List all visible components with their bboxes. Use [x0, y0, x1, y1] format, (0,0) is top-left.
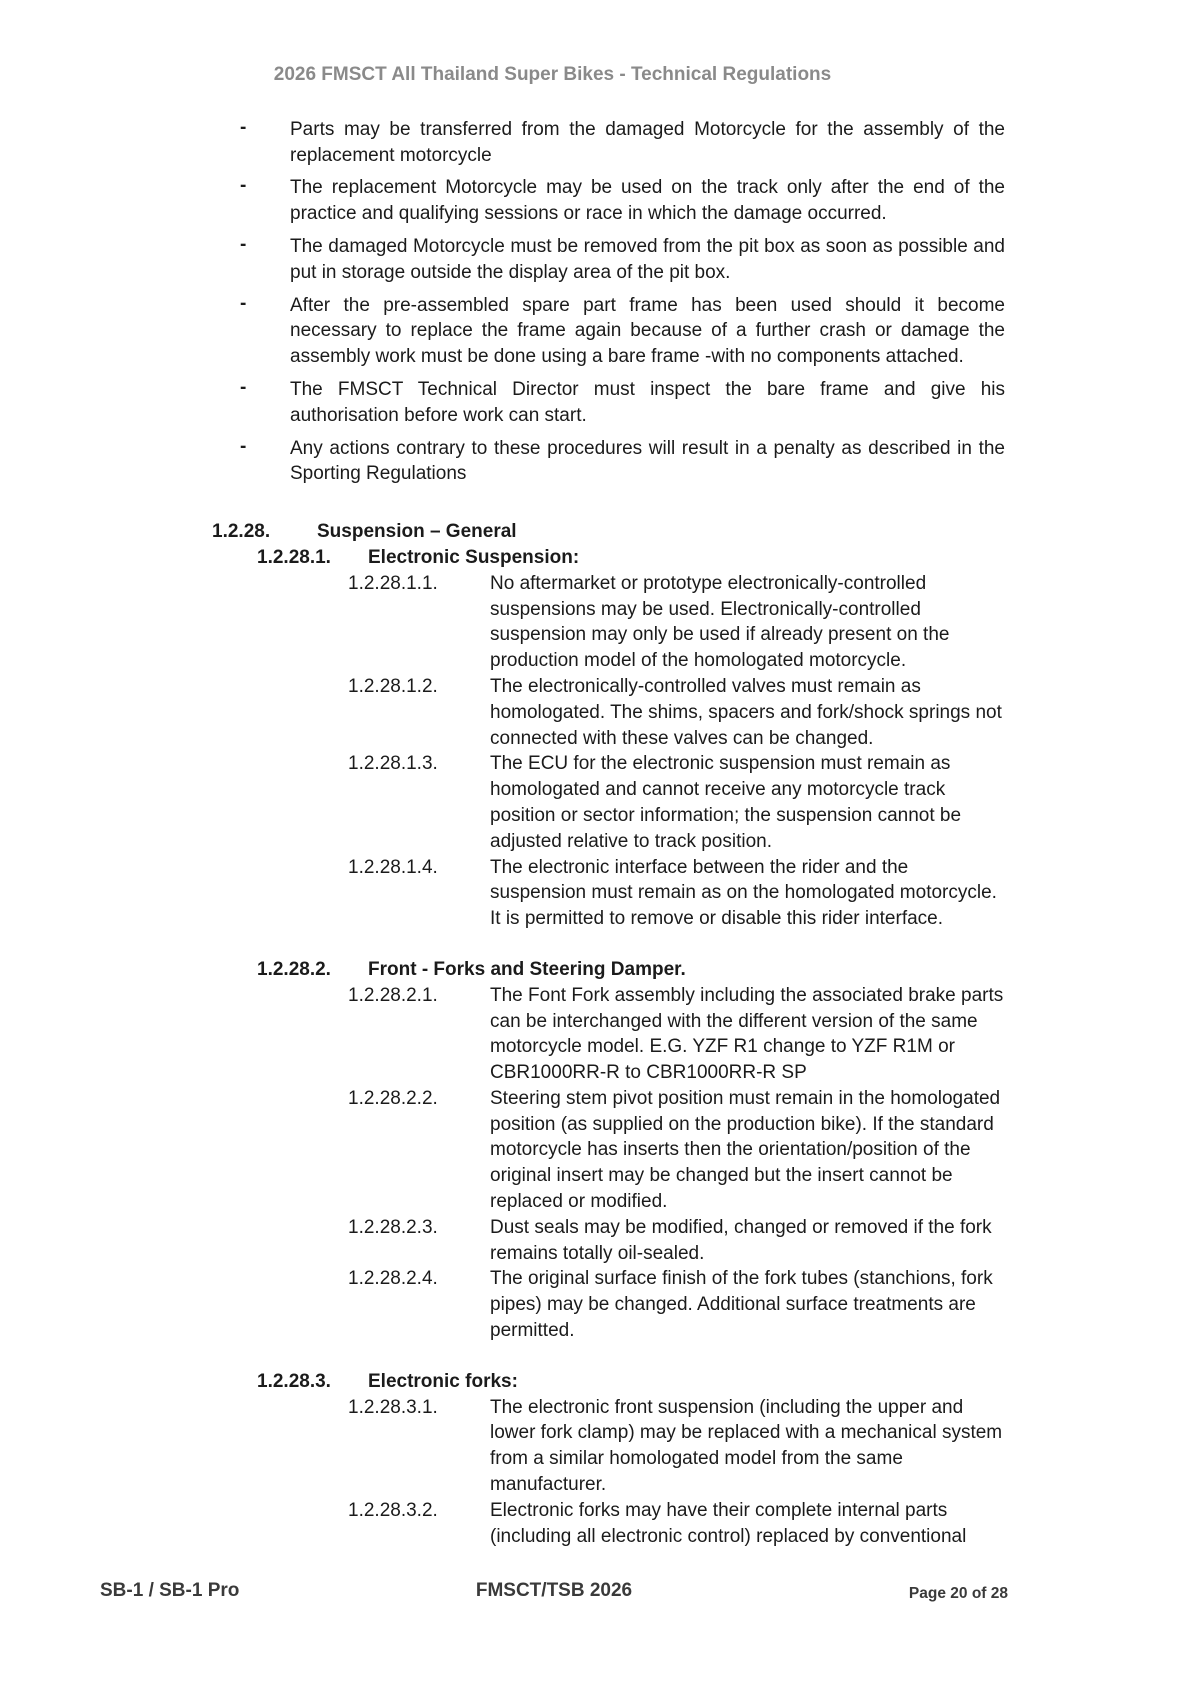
subsection-title: Electronic Suspension:	[368, 546, 580, 568]
bullet-dash-icon: -	[240, 435, 247, 457]
subsection-front-forks	[100, 957, 1009, 1344]
footer-page-number: Page 20 of 28	[908, 1585, 1008, 1602]
item-text: The electronic front suspension (including the upper and lower fork clamp) may be replaced with a mechanical system from a similar homologated model from the same manufacturer.	[490, 1396, 1008, 1496]
bullet-dash-icon: -	[240, 116, 247, 138]
regulation-item	[100, 674, 1008, 751]
item-text: No aftermarket or prototype electronically-controlled suspensions may be used. Electronically-controlled suspension may only be used if already present on the production model of the homologated motorcycle.	[490, 572, 955, 672]
item-number: 1.2.28.1.3.	[348, 753, 438, 775]
bullet-text: After the pre-assembled spare part frame has been used should it become necessary to replace the frame again because of a further crash or damage the assembly work must be done using a bare frame -with no components attached.	[290, 294, 1005, 368]
item-number: 1.2.28.1.2.	[348, 675, 438, 697]
subsection-title: Electronic forks:	[368, 1370, 518, 1392]
bullet-dash-icon: -	[240, 376, 247, 398]
regulation-item	[100, 1395, 1008, 1498]
list-item	[240, 175, 1005, 227]
subsection-electronic-forks	[100, 1369, 1008, 1550]
item-text: The ECU for the electronic suspension must remain as homologated and cannot receive any motorcycle track position or sector information; the suspension cannot be adjusted relative to track position.	[490, 753, 967, 852]
item-number: 1.2.28.1.4.	[348, 856, 438, 878]
bullet-text: The replacement Motorcycle may be used on the track only after the end of the practice and qualifying sessions or race in which the damage occurred.	[290, 177, 1005, 225]
item-number: 1.2.28.2.2.	[348, 1087, 438, 1109]
subsection-number: 1.2.28.1.	[257, 546, 331, 568]
section-title: Suspension – General	[317, 521, 517, 543]
item-text: Steering stem pivot position must remain in the homologated position (as supplied on the production bike). If the standard motorcycle has inserts then the orientation/position of the original insert may be changed but the insert cannot be replaced or modified.	[490, 1087, 1006, 1213]
subsection-heading	[100, 545, 1005, 571]
list-item	[240, 292, 1005, 370]
bullet-text: Any actions contrary to these procedures will result in a penalty as described in the Sporting Regulations	[290, 437, 1005, 485]
list-item	[240, 116, 1005, 169]
section-number: 1.2.28.	[212, 521, 271, 543]
bullet-text: The FMSCT Technical Director must inspect the bare frame and give his authorisation before work can start.	[290, 378, 1005, 426]
subsection-number: 1.2.28.3.	[257, 1370, 331, 1392]
item-text: Dust seals may be modified, changed or removed if the fork remains totally oil-sealed.	[490, 1216, 997, 1264]
bullet-dash-icon: -	[240, 233, 247, 255]
subsection-heading	[100, 1369, 1005, 1395]
page-title: 2026 FMSCT All Thailand Super Bikes - Technical Regulations	[273, 64, 832, 85]
footer-doc-label: FMSCT/TSB 2026	[475, 1580, 633, 1601]
list-item	[240, 376, 1005, 429]
regulation-item	[100, 751, 1005, 854]
subsection-electronic-suspension	[100, 545, 1008, 932]
regulation-item	[100, 983, 1009, 1086]
footer-class-label: SB-1 / SB-1 Pro	[100, 1580, 240, 1601]
bullet-dash-icon: -	[240, 292, 247, 314]
item-number: 1.2.28.3.1.	[348, 1396, 438, 1418]
page-content	[100, 62, 1009, 1549]
item-number: 1.2.28.1.1.	[348, 572, 438, 594]
regulation-item	[100, 1215, 1005, 1267]
regulation-item	[100, 1498, 1005, 1550]
item-text: Electronic forks may have their complete internal parts (including all electronic control) replaced by conventional	[490, 1499, 967, 1547]
regulation-item	[100, 855, 1005, 932]
regulation-item	[100, 1266, 1005, 1343]
regulation-item	[100, 1086, 1005, 1215]
item-number: 1.2.28.2.1.	[348, 984, 438, 1006]
bullet-dash-icon: -	[240, 175, 247, 197]
item-text: The electronically-controlled valves must remain as homologated. The shims, spacers and fork/shock springs not connected with these valves can be changed.	[490, 675, 1008, 749]
page-footer	[100, 1578, 1008, 1608]
bullet-list	[100, 117, 1005, 487]
list-item	[240, 233, 1005, 286]
bullet-text: The damaged Motorcycle must be removed from the pit box as soon as possible and put in storage outside the display area of the pit box.	[290, 235, 1005, 283]
item-number: 1.2.28.2.4.	[348, 1268, 438, 1290]
regulation-item	[100, 571, 1005, 674]
item-text: The electronic interface between the rider and the suspension must remain as on the homologated motorcycle. It is permitted to remove or disable this rider interface.	[490, 856, 1003, 930]
subsection-heading	[100, 957, 1005, 983]
section-suspension-general	[100, 519, 1009, 1549]
subsection-title: Front - Forks and Steering Damper.	[368, 958, 686, 980]
bullet-text: Parts may be transferred from the damaged Motorcycle for the assembly of the replacement motorcycle	[290, 118, 1005, 166]
subsection-number: 1.2.28.2.	[257, 958, 331, 980]
item-number: 1.2.28.3.2.	[348, 1499, 438, 1521]
item-number: 1.2.28.2.3.	[348, 1216, 438, 1238]
item-text: The Font Fork assembly including the associated brake parts can be interchanged with the different version of the same motorcycle model. E.G. YZF R1 change to YZF R1M or CBR1000RR-R to CBR1000RR-R SP	[490, 984, 1009, 1084]
list-item	[240, 435, 1005, 488]
section-heading	[100, 519, 1005, 545]
item-text: The original surface finish of the fork tubes (stanchions, fork pipes) may be changed. Additional surface treatments are permitted.	[490, 1268, 998, 1342]
